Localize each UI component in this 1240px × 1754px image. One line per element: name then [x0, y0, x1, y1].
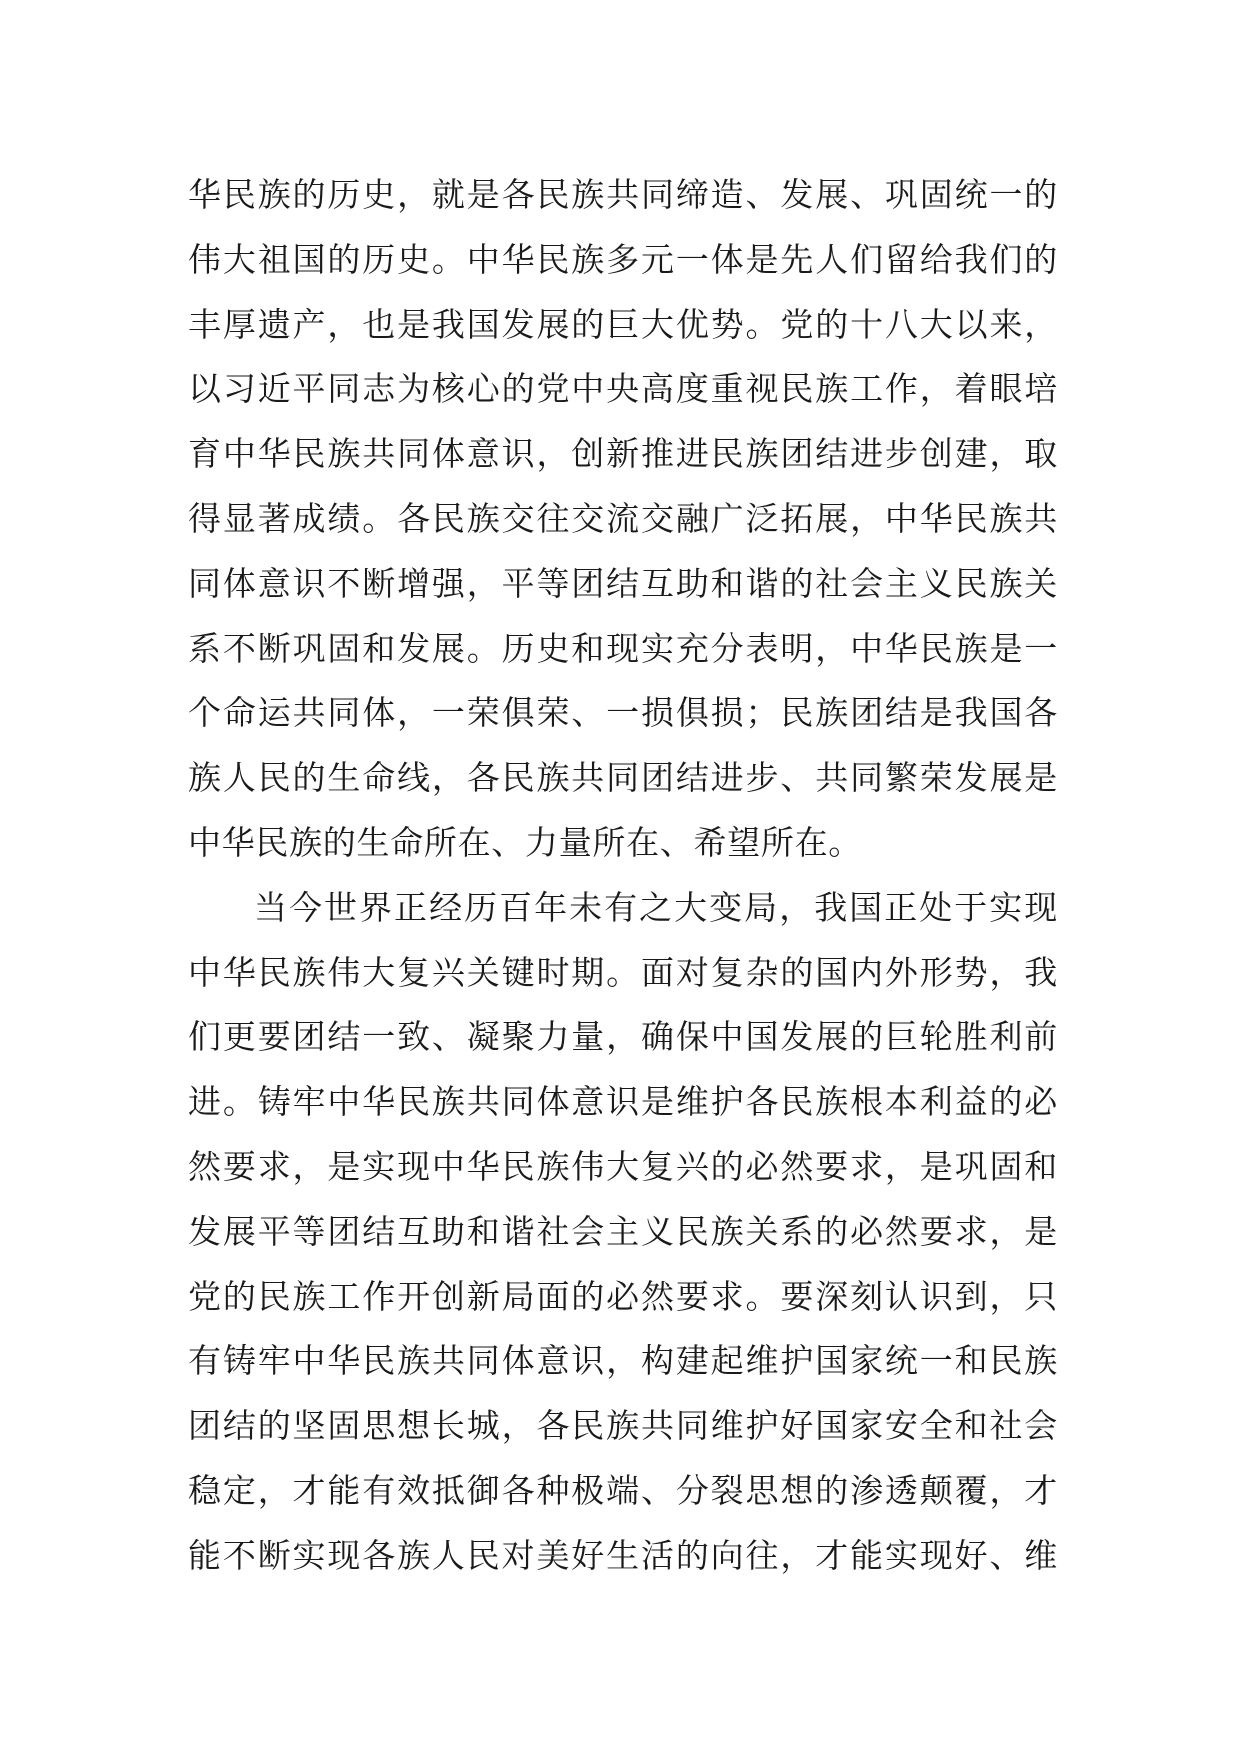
- text-line: 进。铸牢中华民族共同体意识是维护各民族根本利益的必: [188, 1082, 1058, 1122]
- text-line: 丰厚遗产，也是我国发展的巨大优势。党的十八大以来，: [188, 304, 1058, 344]
- text-line: 党的民族工作开创新局面的必然要求。要深刻认识到，只: [188, 1276, 1058, 1316]
- paragraph: [188, 163, 1058, 876]
- text-line: 华民族的历史，就是各民族共同缔造、发展、巩固统一的: [188, 175, 1058, 214]
- text-line: 稳定，才能有效抵御各种极端、分裂思想的渗透颠覆，才: [188, 1470, 1058, 1510]
- text-line: 发展平等团结互助和谐社会主义民族关系的必然要求，是: [188, 1211, 1058, 1251]
- text-line: 团结的坚固思想长城，各民族共同维护好国家安全和社会: [188, 1406, 1058, 1446]
- text-line: 个命运共同体，一荣俱荣、一损俱损；民族团结是我国各: [188, 693, 1058, 733]
- text-line: 们更要团结一致、凝聚力量，确保中国发展的巨轮胜利前: [188, 1017, 1058, 1057]
- text-line: 同体意识不断增强，平等团结互助和谐的社会主义民族关: [188, 563, 1058, 603]
- body-text: [188, 163, 1058, 1589]
- text-line: 系不断巩固和发展。历史和现实充分表明，中华民族是一: [188, 628, 1058, 668]
- text-line: 能不断实现各族人民对美好生活的向往，才能实现好、维: [188, 1535, 1058, 1575]
- text-line: 族人民的生命线，各民族共同团结进步、共同繁荣发展是: [188, 758, 1058, 798]
- text-line: 中华民族的生命所在、力量所在、希望所在。: [188, 822, 862, 862]
- text-line: 中华民族伟大复兴关键时期。面对复杂的国内外形势，我: [188, 952, 1058, 992]
- text-line: 伟大祖国的历史。中华民族多元一体是先人们留给我们的: [188, 239, 1058, 279]
- text-line: 育中华民族共同体意识，创新推进民族团结进步创建，取: [188, 434, 1058, 474]
- text-line: 然要求，是实现中华民族伟大复兴的必然要求，是巩固和: [188, 1146, 1058, 1186]
- text-line: 以习近平同志为核心的党中央高度重视民族工作，着眼培: [188, 369, 1058, 409]
- text-line: 当今世界正经历百年未有之大变局，我国正处于实现: [254, 887, 1058, 927]
- text-line: 得显著成绩。各民族交往交流交融广泛拓展，中华民族共: [188, 498, 1058, 538]
- paragraph: [188, 876, 1058, 1589]
- text-line: 有铸牢中华民族共同体意识，构建起维护国家统一和民族: [188, 1341, 1058, 1381]
